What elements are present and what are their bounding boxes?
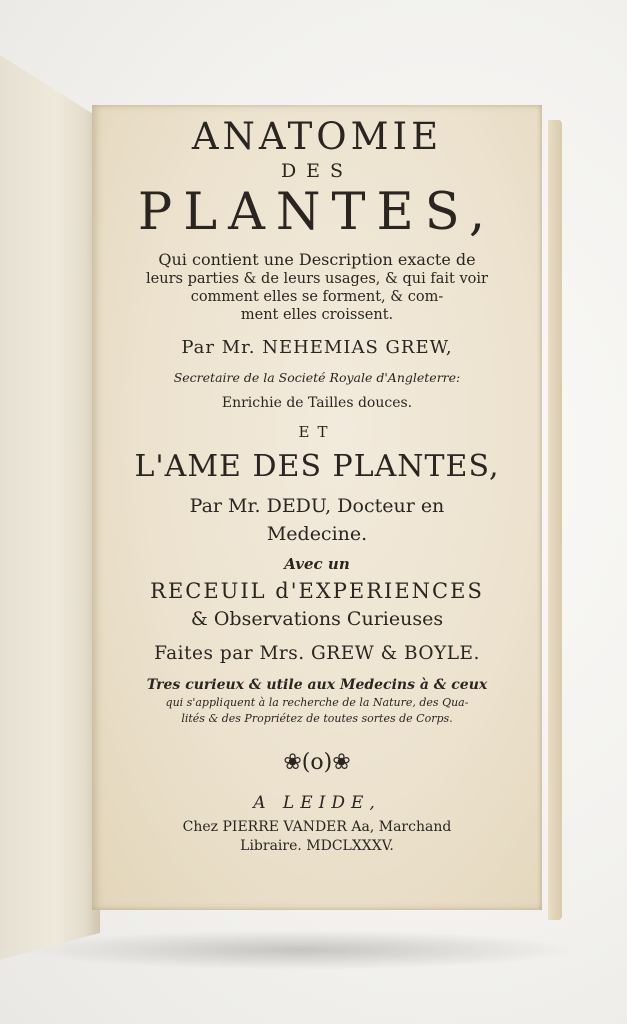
title-line-des: DES (280, 160, 354, 182)
publisher-line: Chez PIERRE VANDER Aa, Marchand (182, 819, 452, 835)
book-shadow (20, 930, 580, 970)
description-line-2: leurs parties & de leurs usages, & qui fait voir (146, 271, 488, 287)
author-dedu-line-1: Par Mr. DEDU, Docteur en (189, 495, 445, 517)
description-line-4: ment elles croissent. (240, 307, 394, 323)
observations-line: & Observations Curieuses (190, 608, 444, 630)
description-line-1: Qui contient une Description exacte de (158, 250, 476, 269)
open-front-cover (0, 55, 100, 960)
description-line-3: comment elles se forment, & com- (190, 289, 444, 305)
second-title: L'AME DES PLANTES, (134, 449, 500, 484)
printer-ornament: ❀(o)❀ (283, 750, 351, 775)
back-cover-edge (548, 120, 562, 920)
faites-par-line: Faites par Mrs. GREW & BOYLE. (154, 643, 480, 664)
author-grew: Par Mr. NEHEMIAS GREW, (181, 337, 453, 358)
place-of-publication: A LEIDE, (253, 793, 381, 813)
qui-line: qui s'appliquent à la recherche de la Nature, des Qua- (165, 696, 469, 709)
author-dedu-line-2: Medecine. (266, 523, 368, 545)
avec-un: Avec un (284, 555, 350, 573)
receuil-heading: RECEUIL d'EXPERIENCES (150, 579, 484, 603)
title-page (92, 105, 542, 910)
tres-curieux-line: Tres curieux & utile aux Medecins à & ceux (146, 677, 488, 693)
conjunction-et: ET (298, 423, 336, 441)
title-line-anatomie: ANATOMIE (191, 115, 443, 158)
lites-line: lités & des Propriétez de toutes sortes de Corps. (181, 712, 453, 725)
imprint-date: Libraire. MDCLXXXV. (240, 838, 394, 854)
title-line-plantes: PLANTES, (137, 183, 497, 242)
author-affiliation: Secretaire de la Societé Royale d'Angleterre: (173, 370, 461, 385)
illustrations-note: Enrichie de Tailles douces. (221, 395, 413, 411)
